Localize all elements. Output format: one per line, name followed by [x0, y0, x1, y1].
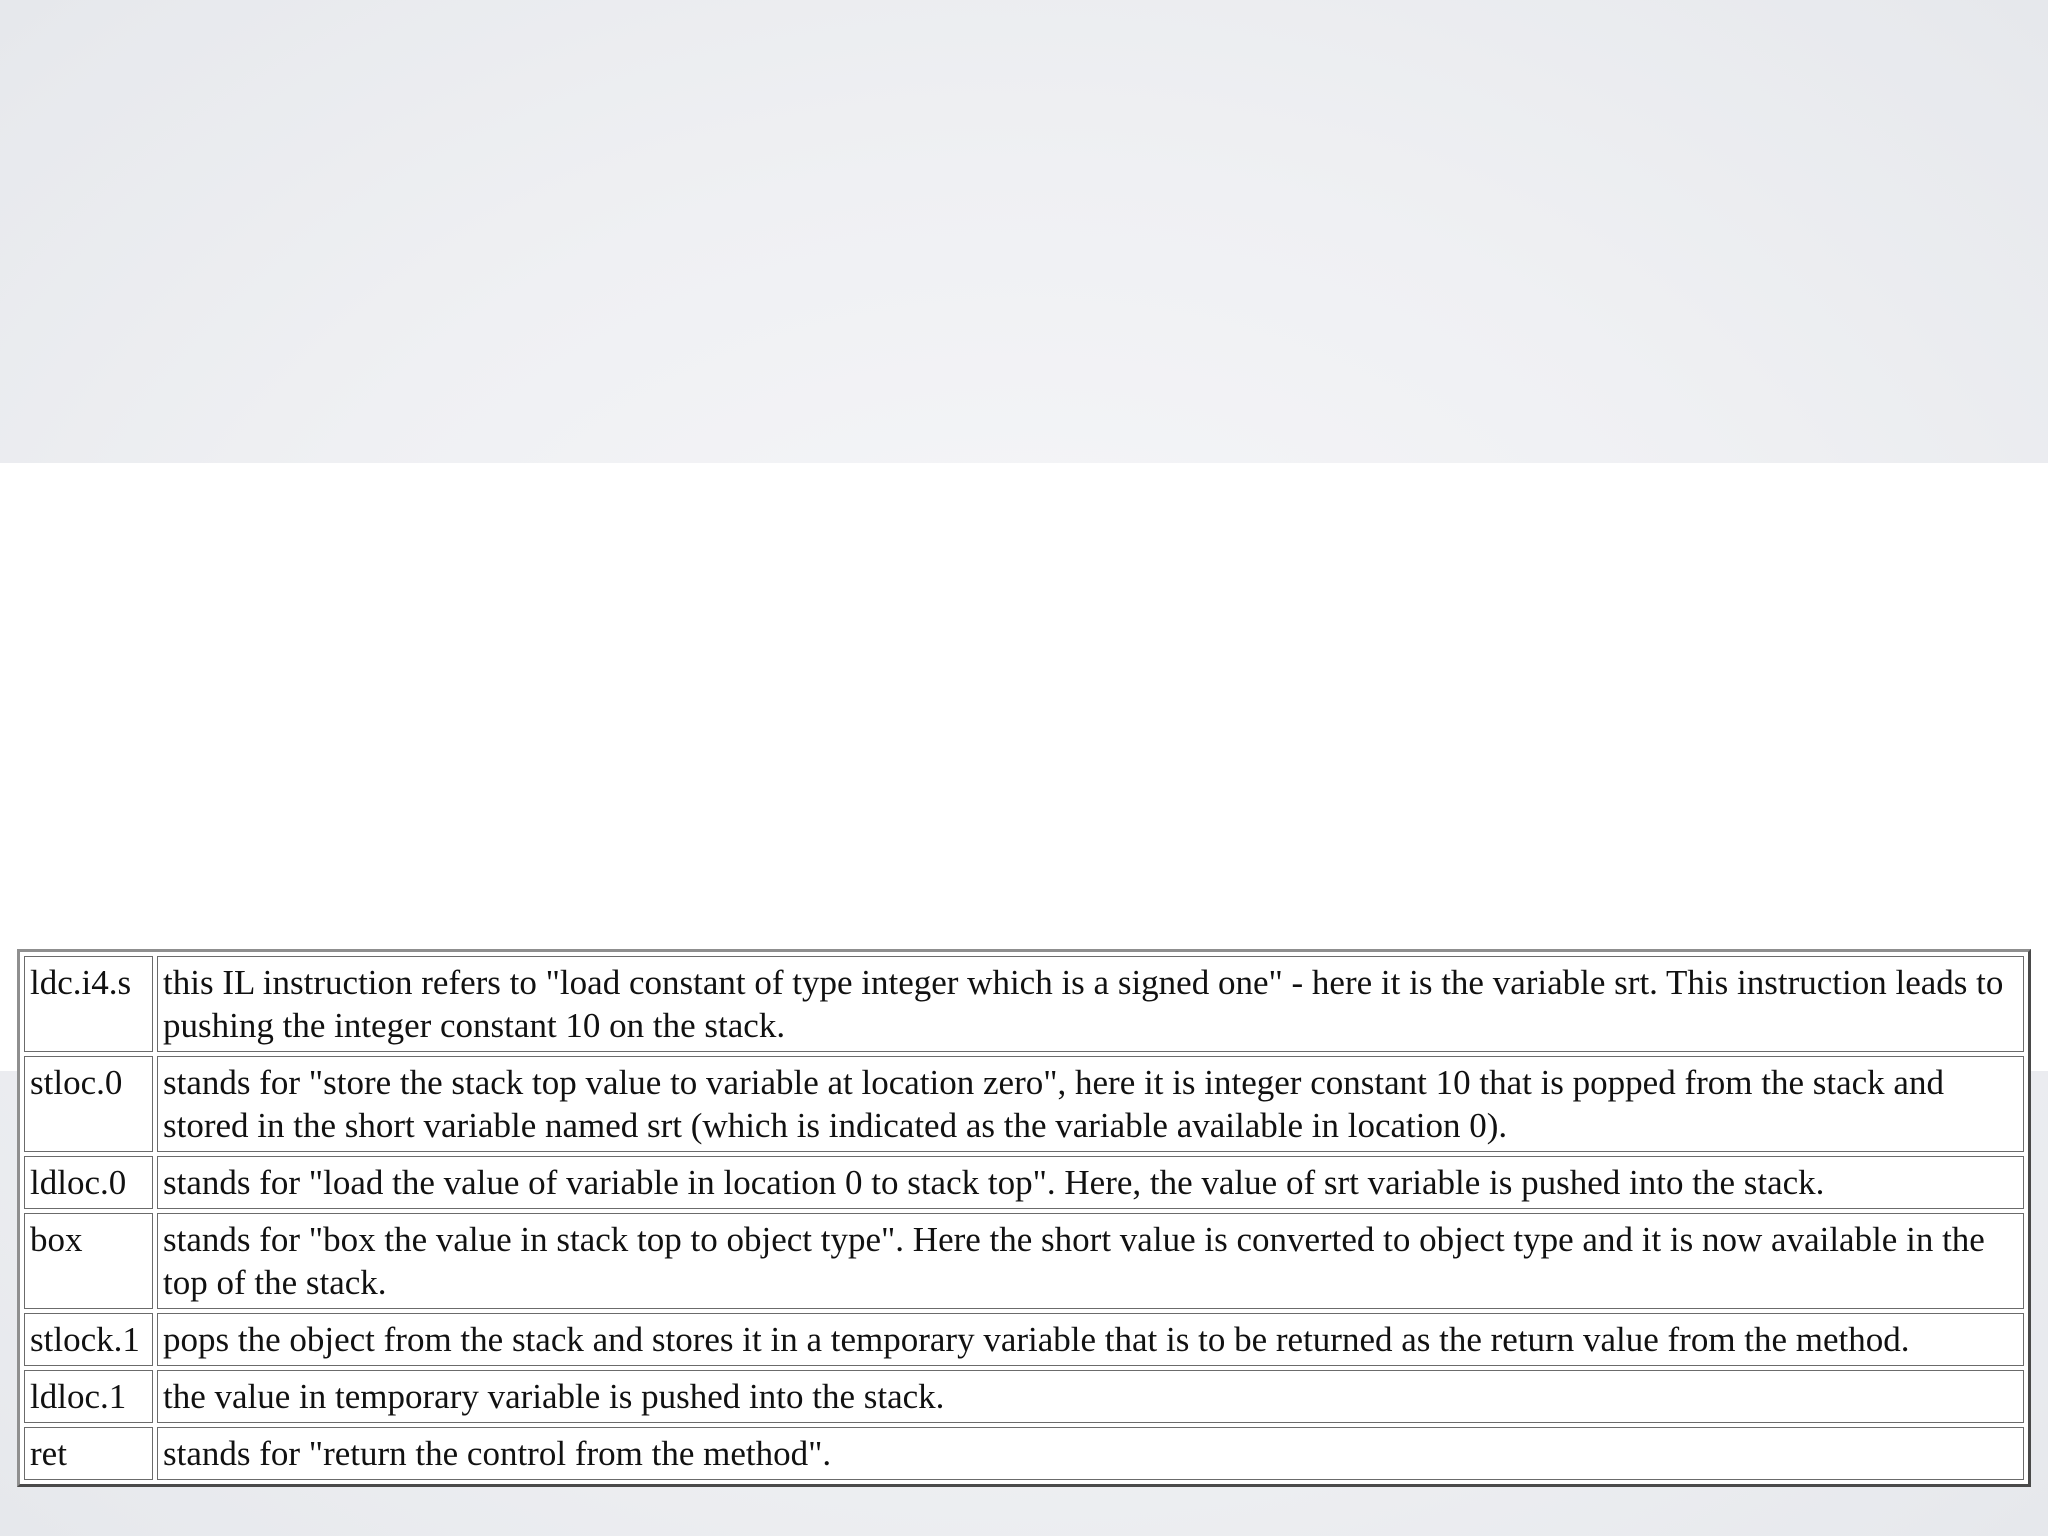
- table-row: [24, 956, 2024, 1052]
- description-cell: stands for "store the stack top value to variable at location zero", here it is integer constant 10 that is popped from the stack and stored in the short variable named srt (which is indicated as the variable available in location 0).: [157, 1056, 2024, 1152]
- opcode-cell: stlock.1: [24, 1313, 153, 1366]
- description-cell: this IL instruction refers to "load constant of type integer which is a signed one" - here it is the variable srt. This instruction leads to pushing the integer constant 10 on the stack.: [157, 956, 2024, 1052]
- il-instruction-table: [17, 949, 2031, 1487]
- table-row: [24, 1370, 2024, 1423]
- description-cell: stands for "load the value of variable in location 0 to stack top". Here, the value of srt variable is pushed into the stack.: [157, 1156, 2024, 1209]
- opcode-cell: box: [24, 1213, 153, 1309]
- description-cell: pops the object from the stack and stores it in a temporary variable that is to be returned as the return value from the method.: [157, 1313, 2024, 1366]
- opcode-cell: ldloc.1: [24, 1370, 153, 1423]
- opcode-cell: ldloc.0: [24, 1156, 153, 1209]
- table-row: [24, 1427, 2024, 1480]
- description-cell: stands for "box the value in stack top to object type". Here the short value is converted to object type and it is now available in the top of the stack.: [157, 1213, 2024, 1309]
- table-row: [24, 1213, 2024, 1309]
- opcode-cell: ldc.i4.s: [24, 956, 153, 1052]
- description-cell: the value in temporary variable is pushed into the stack.: [157, 1370, 2024, 1423]
- description-cell: stands for "return the control from the method".: [157, 1427, 2024, 1480]
- content-strip: [0, 463, 2048, 1473]
- table-row: [24, 1156, 2024, 1209]
- table-row: [24, 1313, 2024, 1366]
- opcode-cell: ret: [24, 1427, 153, 1480]
- opcode-cell: stloc.0: [24, 1056, 153, 1152]
- table-row: [24, 1056, 2024, 1152]
